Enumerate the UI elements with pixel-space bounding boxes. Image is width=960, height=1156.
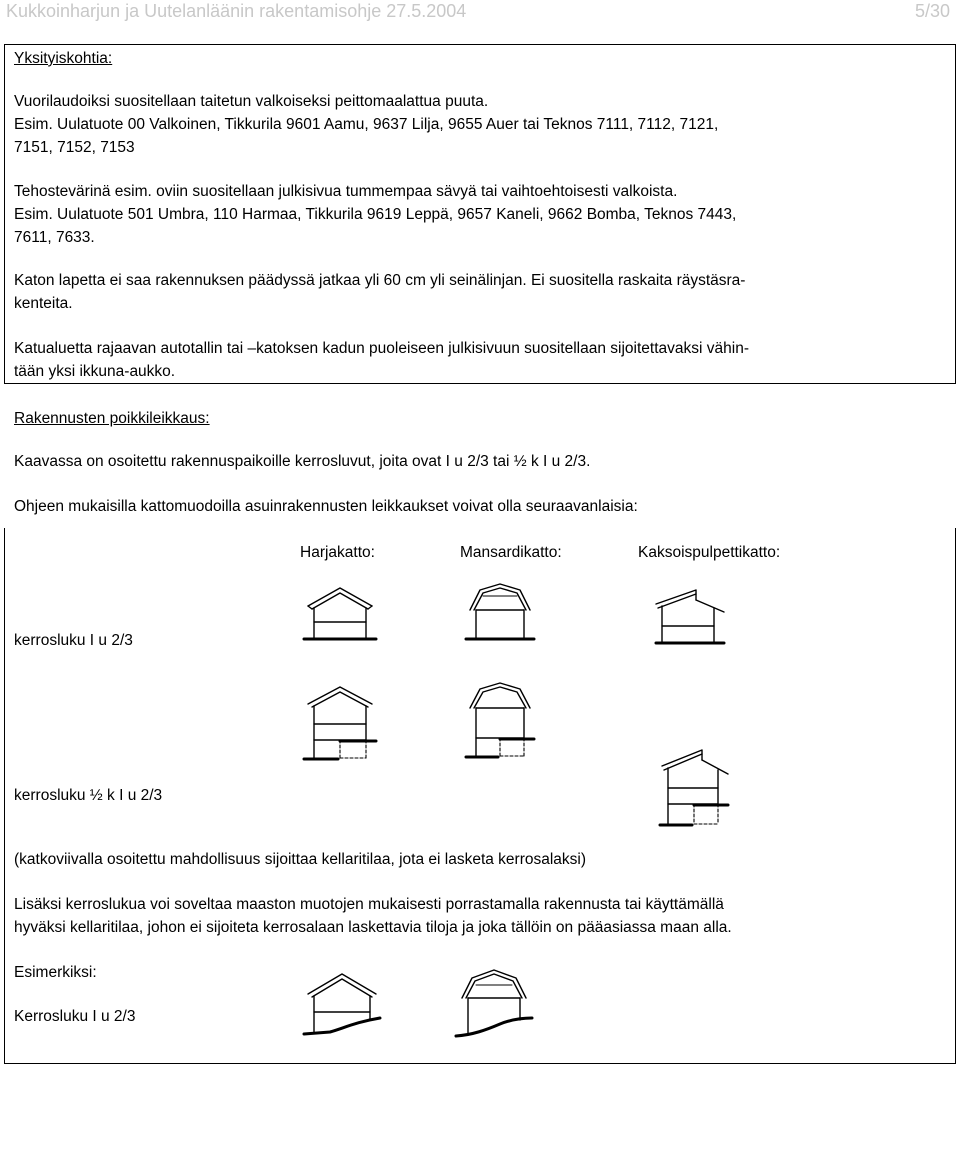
double-pent-roof-half-floor-drawing [656, 746, 736, 836]
details-paragraph-1: Vuorilaudoiksi suositellaan taitetun valkoiseksi peittomaalattua puuta. [14, 93, 489, 110]
details-paragraph-5-line-1: Katon lapetta ei saa rakennuksen päädyssä jatkaa yli 60 cm yli seinälinjan. Ei suositella raskaita räystäsra- [14, 272, 746, 289]
gable-roof-one-floor-drawing [300, 584, 380, 646]
mansard-roof-half-floor-drawing [460, 680, 540, 770]
roof-type-double-pent-label: Kaksoispulpettikatto: [638, 544, 781, 561]
example-floor-label: Kerrosluku I u 2/3 [14, 1008, 136, 1025]
document-header-title: Kukkoinharjun ja Uutelanläänin rakentamisohje 27.5.2004 [6, 1, 467, 21]
details-paragraph-4-line-2: 7611, 7633. [14, 229, 95, 246]
section-paragraph-2: Ohjeen mukaisilla kattomuodoilla asuinrakennusten leikkaukset voivat olla seuraavanlaisia: [14, 498, 638, 515]
page-number: 5/30 [914, 1, 950, 21]
double-pent-roof-one-floor-drawing [650, 586, 730, 648]
gable-roof-half-floor-drawing [300, 684, 380, 770]
section-heading: Rakennusten poikkileikkaus: [14, 410, 210, 427]
details-paragraph-4-line-1: Esim. Uulatuote 501 Umbra, 110 Harmaa, Tikkurila 9619 Leppä, 9657 Kaneli, 9662 Bomba, Teknos 7443, [14, 206, 737, 223]
basement-note: (katkoviivalla osoitettu mahdollisuus sijoittaa kellaritilaa, jota ei lasketa kerrosalaksi) [14, 851, 587, 868]
details-paragraph-6-line-2: tään yksi ikkuna-aukko. [14, 363, 176, 380]
mansard-roof-one-floor-drawing [460, 580, 540, 646]
details-paragraph-3: Tehostevärinä esim. oviin suositellaan julkisivua tummempaa sävyä tai vaihtoehtoisesti valkoista. [14, 183, 678, 200]
row-1-floor-label: kerrosluku I u 2/3 [14, 632, 133, 649]
extra-paragraph-line-2: hyväksi kellaritilaa, johon ei sijoiteta kerrosalaan laskettavia tiloja ja joka tällöin on pääasiassa maan alla. [14, 919, 732, 936]
example-mansard-sloped-drawing [452, 966, 536, 1050]
details-paragraph-2-line-2: 7151, 7152, 7153 [14, 139, 135, 156]
details-paragraph-6-line-1: Katualuetta rajaavan autotallin tai –katoksen kadun puoleiseen julkisivuun suositellaan sijoitettavaksi vähin- [14, 340, 749, 357]
roof-type-mansard-label: Mansardikatto: [460, 544, 562, 561]
section-paragraph-1: Kaavassa on osoitettu rakennuspaikoille kerrosluvut, joita ovat I u 2/3 tai ½ k I u 2/3. [14, 453, 591, 470]
details-paragraph-2-line-1: Esim. Uulatuote 00 Valkoinen, Tikkurila 9601 Aamu, 9637 Lilja, 9655 Auer tai Teknos 7111, 7112, 7121, [14, 116, 719, 133]
details-heading: Yksityiskohtia: [14, 50, 113, 67]
details-paragraph-5-line-2: kenteita. [14, 295, 73, 312]
examples-label: Esimerkiksi: [14, 964, 97, 981]
example-gable-sloped-drawing [300, 968, 384, 1048]
row-2-floor-label: kerrosluku ½ k I u 2/3 [14, 787, 163, 804]
roof-type-gable-label: Harjakatto: [300, 544, 375, 561]
extra-paragraph-line-1: Lisäksi kerroslukua voi soveltaa maaston muotojen mukaisesti porrastamalla rakennusta tai käyttämällä [14, 896, 724, 913]
